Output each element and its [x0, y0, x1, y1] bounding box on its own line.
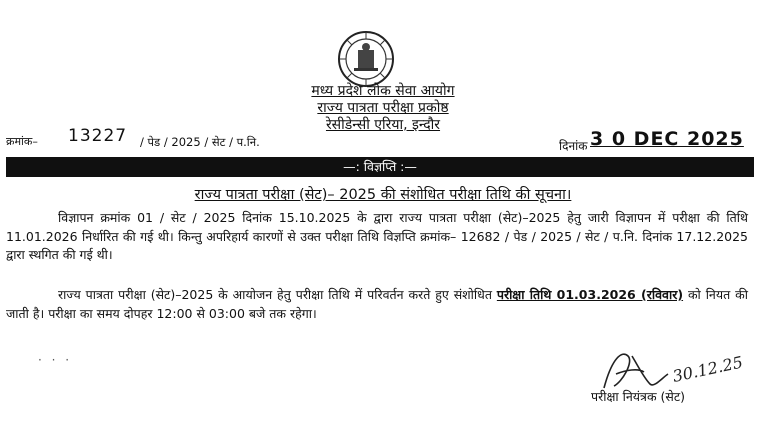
- revised-exam-date: परीक्षा तिथि 01.03.2026 (रविवार): [496, 287, 684, 302]
- reference-label: क्रमांक–: [6, 135, 38, 148]
- mppsc-emblem-icon: [336, 30, 396, 88]
- signatory-designation: परीक्षा नियंत्रक (सेट): [591, 389, 686, 404]
- scan-dots: · · ·: [38, 353, 73, 367]
- paragraph-2: [6, 286, 748, 323]
- date-stamp: 3 0 DEC 2025: [590, 128, 744, 150]
- paragraph-2-rest: को नियत की जाती है। परीक्षा का समय दोपहर 12:00 से 03:00 बजे तक रहेगा।: [6, 287, 748, 321]
- cell-name: राज्य पात्रता परीक्षा प्रकोष्ठ: [317, 100, 449, 116]
- handwritten-date: 30.12.25: [670, 352, 745, 386]
- org-name: मध्य प्रदेश लोक सेवा आयोग: [311, 83, 455, 99]
- paragraph-2-lead: राज्य पात्रता परीक्षा (सेट)–2025 के आयोजन हेतु परीक्षा तिथि में परिवर्तन करते हुए संशोधित: [58, 287, 492, 302]
- paragraph-1: [6, 209, 748, 265]
- paragraph-1-text: विज्ञापन क्रमांक 01 / सेट / 2025 दिनांक 15.10.2025 के द्वारा राज्य पात्रता परीक्षा (सेट)–2025 हेतु जारी विज्ञापन में परीक्षा की तिथि 11.01.2026 निर्धारित की गई थी। किन्तु अपरिहार्य कारणों से उक्त परीक्षा तिथि विज्ञप्ति क्रमांक– 12682 / पेड / 2025 / सेट / प.नि. दिनांक 17.12.2025 द्वारा स्थगित की गई थी।: [6, 210, 748, 262]
- date-label: दिनांक: [559, 139, 588, 153]
- notice-title-bar: —: विज्ञप्ति :—: [6, 157, 754, 177]
- reference-number: 13227: [68, 126, 128, 146]
- org-address: रेसीडेन्सी एरिया, इन्दौर: [325, 117, 441, 133]
- notice-subject: राज्य पात्रता परीक्षा (सेट)– 2025 की संशोधित परीक्षा तिथि की सूचना।: [194, 187, 572, 203]
- reference-suffix: / पेड / 2025 / सेट / प.नि.: [140, 135, 260, 149]
